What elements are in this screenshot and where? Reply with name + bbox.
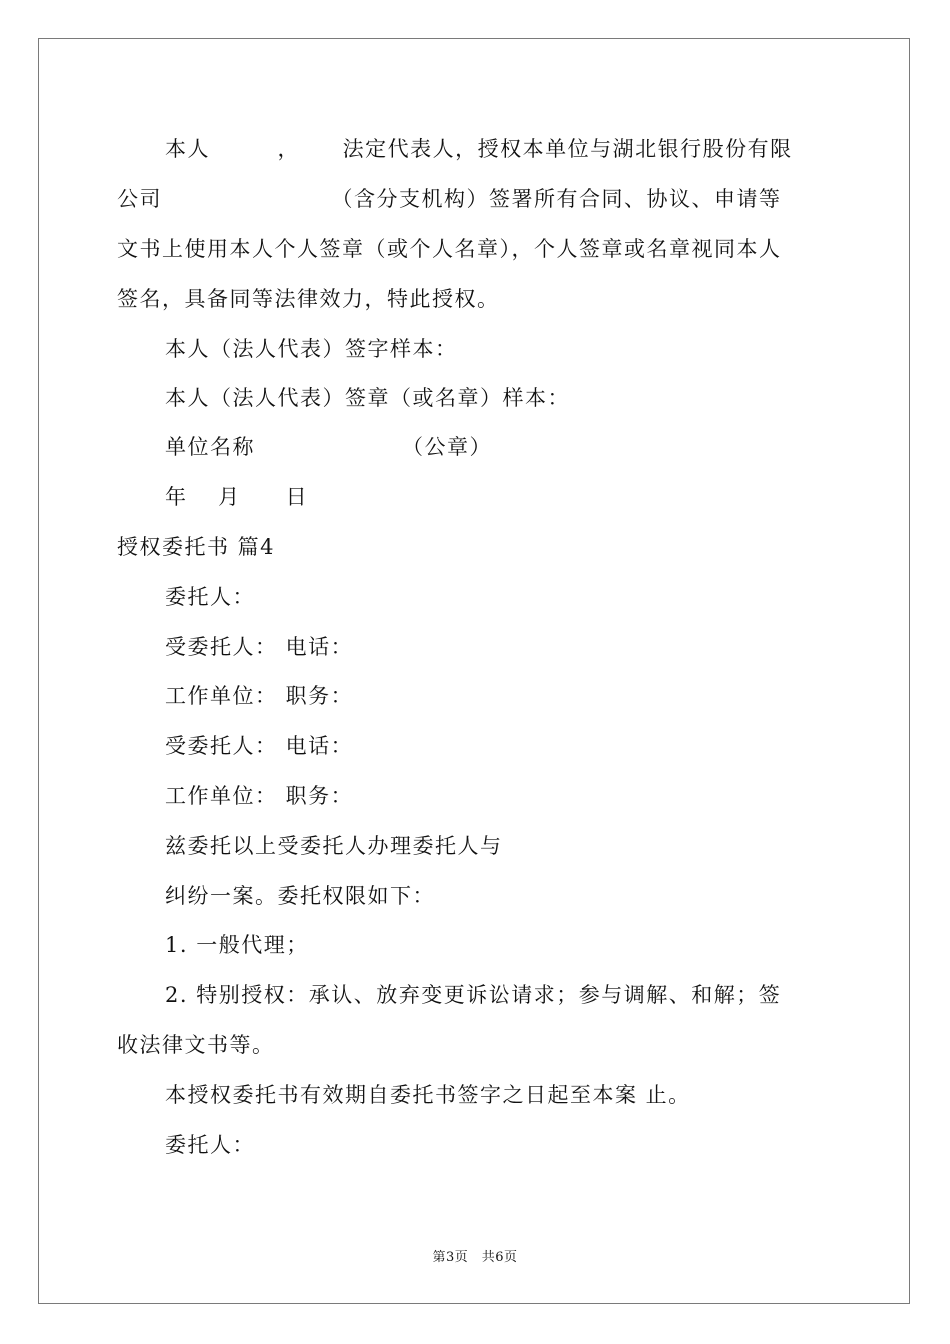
text-line: 文书上使用本人个人签章（或个人名章），个人签章或名章视同本人 (117, 237, 782, 261)
text-line: 本授权委托书有效期自委托书签字之日起至本案 止。 (165, 1083, 691, 1107)
text-line: 兹委托以上受委托人办理委托人与 (165, 834, 503, 858)
text-line: 本人（法人代表）签字样本： (165, 337, 458, 361)
text-line: 年 月 日 (165, 485, 309, 509)
text-line: 单位名称 （公章） (165, 435, 492, 459)
text-line: 受委托人： 电话： (165, 635, 354, 659)
text-line: 签名，具备同等法律效力，特此授权。 (117, 287, 500, 311)
page-footer: 第3页 共6页 (432, 1250, 518, 1265)
text-line: 1. 一般代理； (165, 933, 309, 957)
section-heading: 授权委托书 篇4 (117, 535, 276, 559)
text-line: 本人（法人代表）签章（或名章）样本： (165, 386, 570, 410)
text-line: 受委托人： 电话： (165, 734, 354, 758)
text-line: 本人 ， 法定代表人，授权本单位与湖北银行股份有限 (165, 137, 793, 161)
text-line: 工作单位： 职务： (165, 784, 354, 808)
text-line: 委托人： (165, 585, 255, 609)
text-line: 公司 （含分支机构）签署所有合同、协议、申请等 (117, 187, 782, 211)
text-line: 2. 特别授权：承认、放弃变更诉讼请求；参与调解、和解；签 (165, 983, 782, 1007)
text-line: 工作单位： 职务： (165, 684, 354, 708)
text-line: 纠纷一案。委托权限如下： (165, 884, 435, 908)
page-border (38, 38, 910, 1304)
text-line: 收法律文书等。 (117, 1033, 275, 1057)
text-line: 委托人： (165, 1133, 255, 1157)
